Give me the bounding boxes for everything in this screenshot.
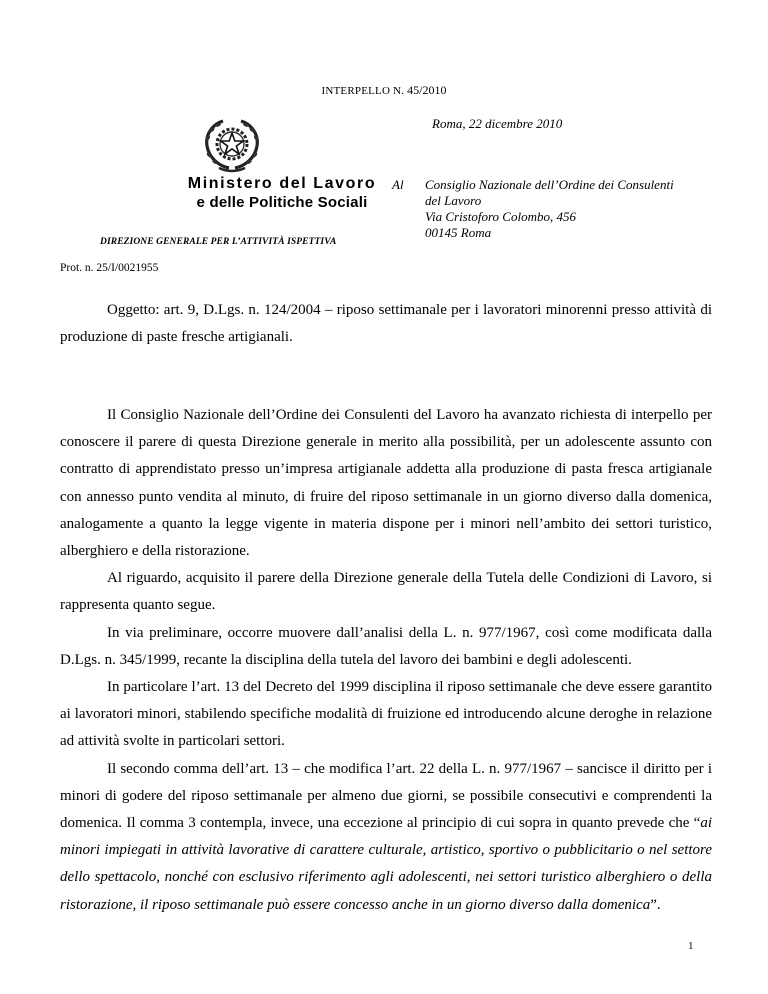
interpello-number xyxy=(0,83,768,98)
interpello-value: 45/2010 xyxy=(404,83,447,97)
quoted-law-text: ai minori impiegati in attività lavorative di carattere culturale, artistico, sportivo o pubblicitario o nel settore dello spettacolo, nonché con esclusivo riferimento agli adolescenti, nei settori turistico alberghiero o della ristorazione, il riposo settimanale può essere concesso anche in un giorno diverso dalla domenica xyxy=(60,815,712,913)
quote-end: ”. xyxy=(650,896,661,913)
protocol-number: Prot. n. 25/I/0021955 xyxy=(60,262,159,274)
addressee-line: Consiglio Nazionale dell’Ordine dei Consulenti xyxy=(425,177,674,192)
addressee-line: del Lavoro xyxy=(425,193,482,208)
body-paragraph: Il Consiglio Nazionale dell’Ordine dei Consulenti del Lavoro ha avanzato richiesta di interpello per conoscere il parere di questa Direzione generale in merito alla possibilità, per un adolescente assunto con contratto di apprendistato presso un’impresa artigianale addetta alla produzione di pasta fresca artigianale con annesso punto vendita al minuto, di fruire del riposo settimanale in un giorno diverso dalla domenica, analogamente a quanto la legge vigente in materia dispone per i minori nell’ambito dei settori turistico, alberghiero e della ristorazione. xyxy=(60,407,712,560)
direction-name: DIREZIONE GENERALE PER L’ATTIVITÀ ISPETTIVA xyxy=(100,237,337,247)
body-paragraph: In via preliminare, occorre muovere dall’analisi della L. n. 977/1967, così come modificata dalla D.Lgs. n. 345/1999, recante la disciplina della tutela del lavoro dei bambini e degli adolescenti. xyxy=(60,624,712,668)
addressee-line: Via Cristoforo Colombo, 456 xyxy=(425,209,576,224)
ministry-name xyxy=(100,175,464,211)
addressee-line: 00145 Roma xyxy=(425,225,492,240)
addressee-lines xyxy=(425,177,715,241)
subject-line: Oggetto: art. 9, D.Lgs. n. 124/2004 – riposo settimanale per i lavoratori minorenni presso attività di produzione di paste fresche artigianali. xyxy=(60,302,712,345)
paragraph-text: Il secondo comma dell’art. 13 – che modifica l’art. 22 della L. n. 977/1967 – sancisce il diritto per i minori di godere del riposo settimanale per almeno due giorni, se possibile consecutivi e comprendenti la domenica. Il comma 3 contempla, invece, una eccezione al principio di cui sopra in quanto prevede che “ xyxy=(60,760,712,832)
page-number: 1 xyxy=(688,940,694,952)
addressee-prefix: Al xyxy=(392,177,404,192)
body-paragraph: In particolare l’art. 13 del Decreto del 1999 disciplina il riposo settimanale che deve essere garantito ai lavoratori minori, stabilendo specifiche modalità di fruizione ed introducendo alcune deroghe in relazione ad attività svolte in particolari settori. xyxy=(60,679,712,750)
letter-body xyxy=(60,402,712,919)
interpello-label: INTERPELLO N. xyxy=(321,85,405,97)
body-paragraph xyxy=(60,756,712,919)
ministry-line-2: e delle Politiche Sociali xyxy=(196,194,368,211)
italian-republic-emblem-icon xyxy=(193,116,271,176)
ministry-line-1: Ministero del Lavoro xyxy=(187,175,377,192)
document-date: Roma, 22 dicembre 2010 xyxy=(432,116,563,131)
body-paragraph: Al riguardo, acquisito il parere della Direzione generale della Tutela delle Condizioni di Lavoro, si rappresenta quanto segue. xyxy=(60,570,712,614)
